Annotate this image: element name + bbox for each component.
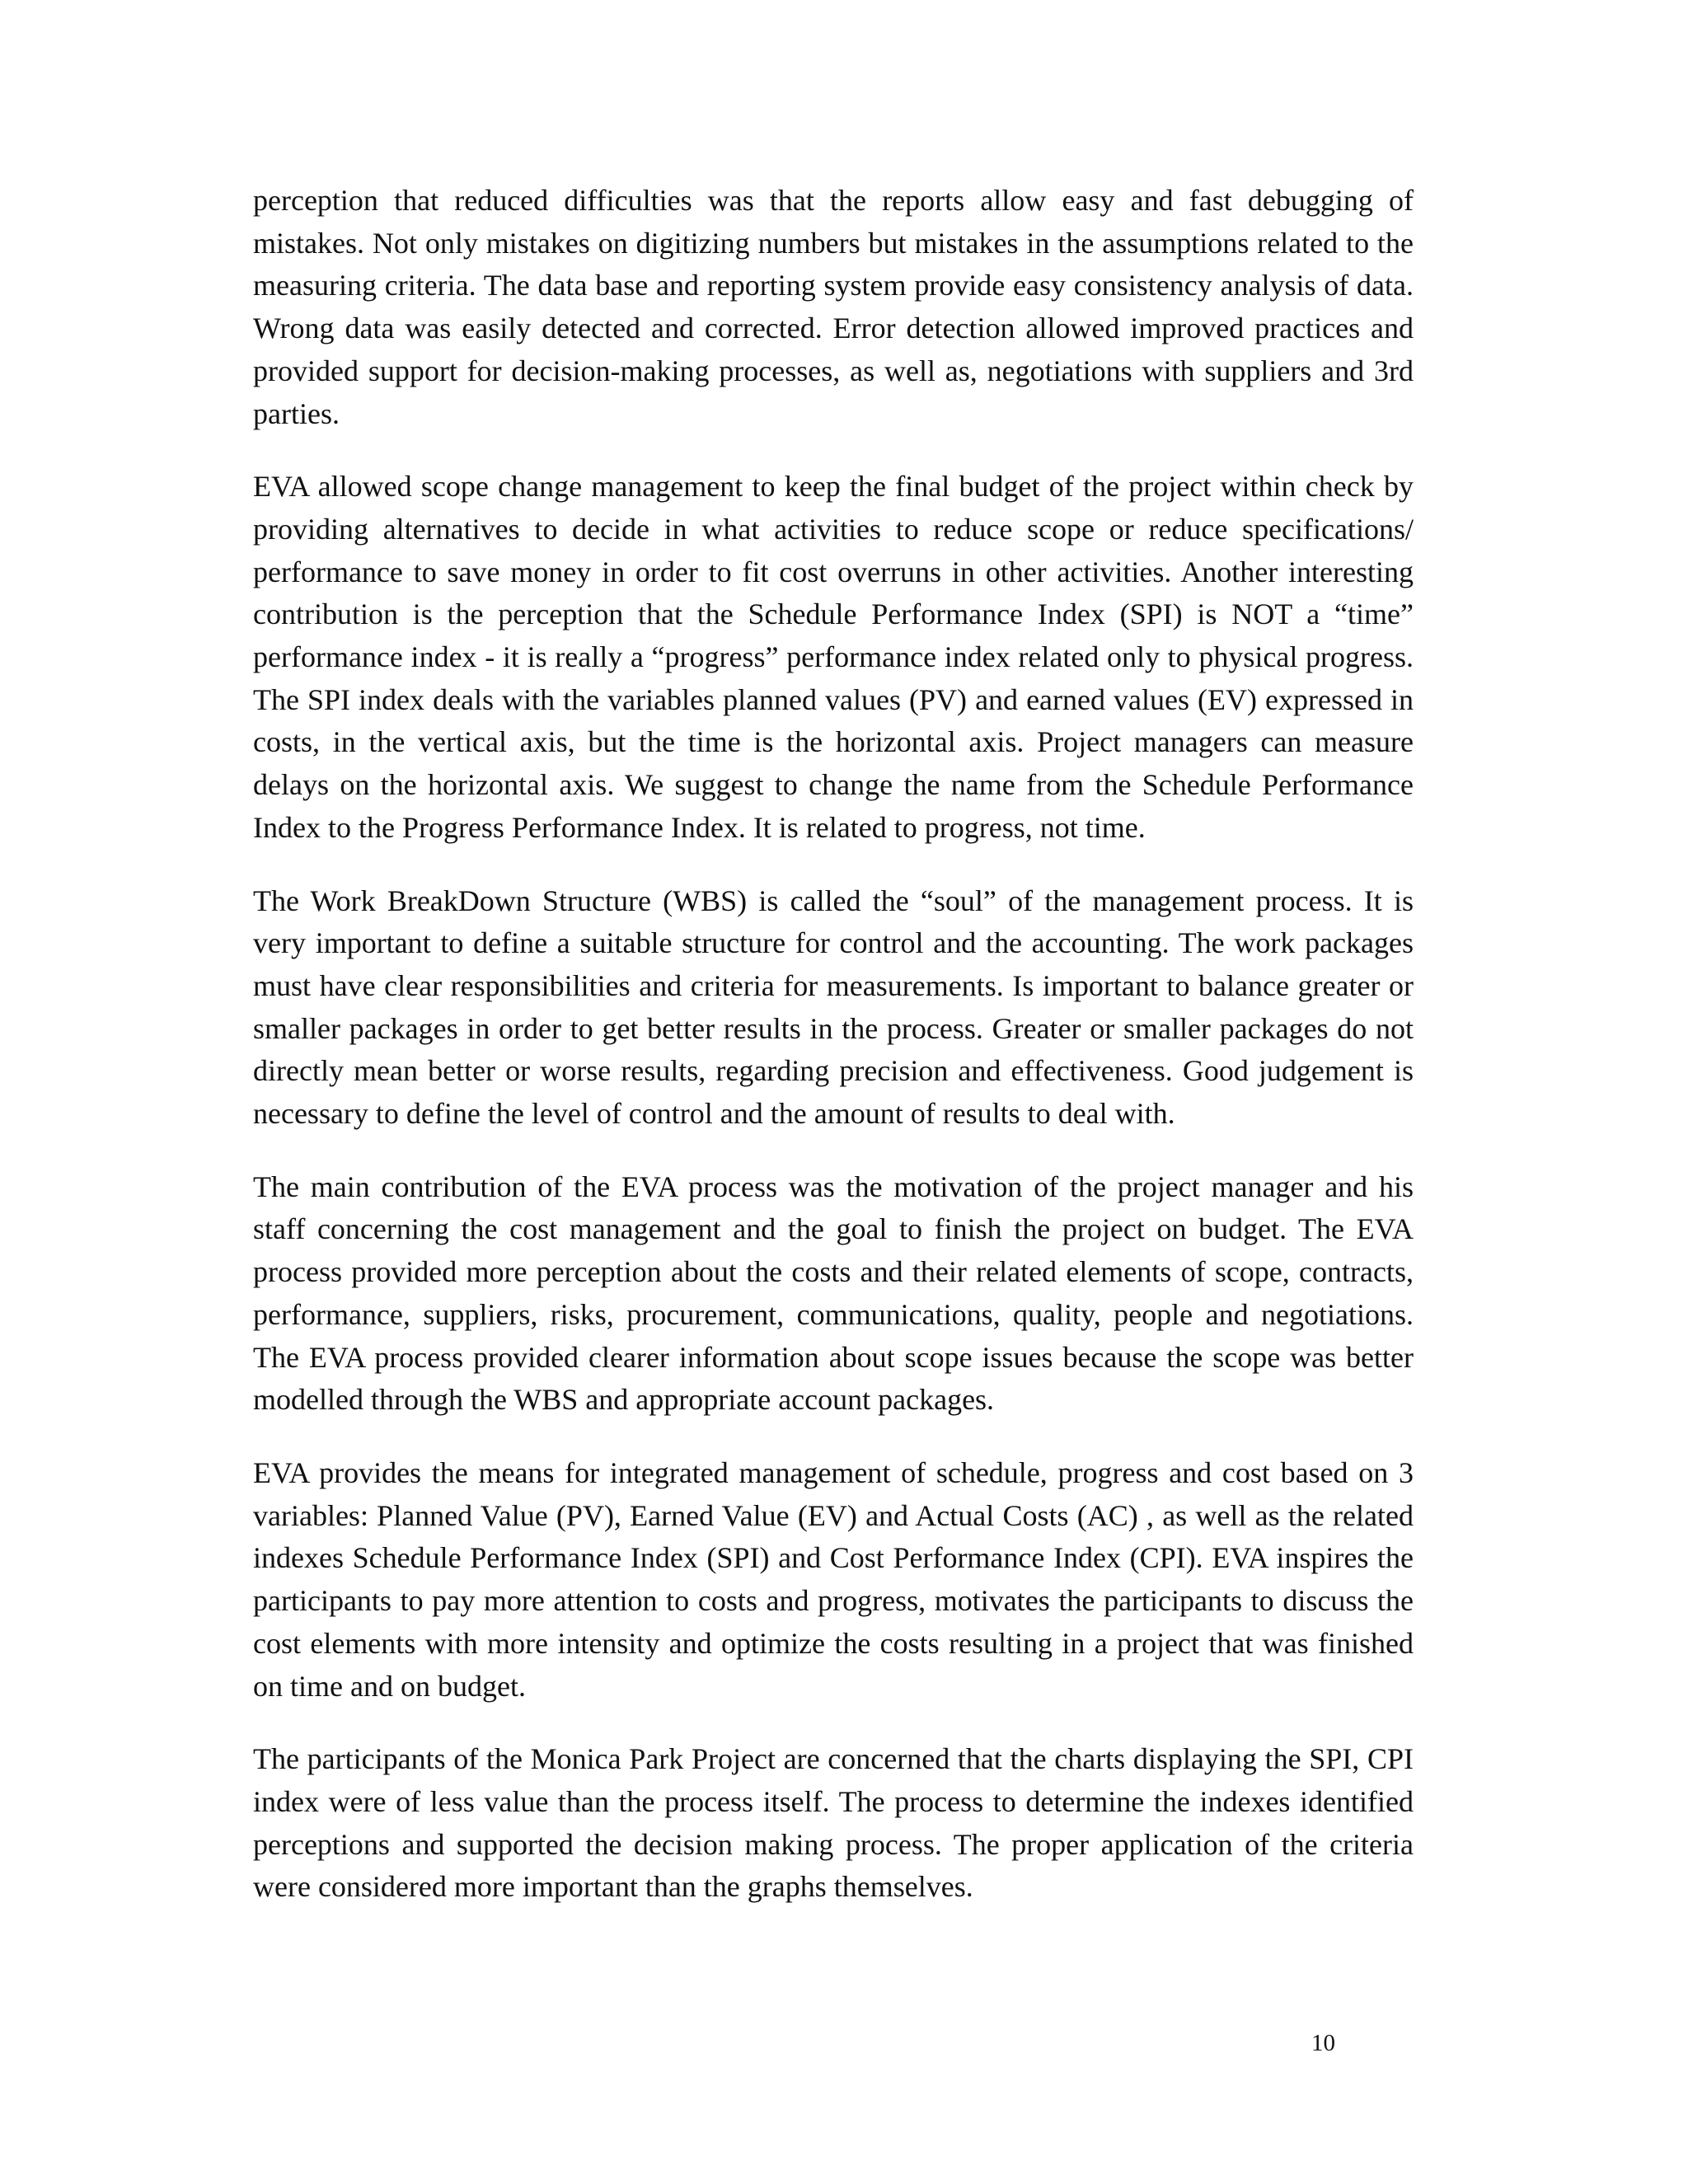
paragraph-main-contribution: The main contribution of the EVA process was the motivation of the project manager and his staff concerning the cost management and the goal to finish the project on budget. The EVA process provided more perception about the costs and their related elements of scope, contracts, performance, suppliers, risks, procurement, communications, quality, people and negotiations. The EVA process provided clearer information about scope issues because the scope was better modelled through the WBS and appropriate account packages. [253,1169,1414,1417]
paragraph-integrated-management: EVA provides the means for integrated management of schedule, progress and cost based on 3 variables: Planned Value (PV), Earned Value (EV) and Actual Costs (AC) , as well as the related indexes Schedule Performance Index (SPI) and Cost Performance Index (CPI). EVA inspires the participants to pay more attention to costs and progress, motivates the participants to discuss the cost elements with more intensity and optimize the costs resulting in a project that was finished on time and on budget. [253,1455,1414,1703]
page-body [253,180,1414,1939]
paragraph-work-breakdown-structure: The Work BreakDown Structure (WBS) is called the “soul” of the management process. It is very important to define a suitable structure for control and the accounting. The work packages must have clear responsibilities and criteria for measurements. Is important to balance greater or smaller packages in order to get better results in the process. Greater or smaller packages do not directly mean better or worse results, regarding precision and effectiveness. Good judgement is necessary to define the level of control and the amount of results to deal with. [253,883,1414,1131]
paragraph-debugging-of-mistakes: perception that reduced difficulties was that the reports allow easy and fast debugging of mistakes. Not only mistakes on digitizing numbers but mistakes in the assumptions related to the measuring criteria. The data base and reporting system provide easy consistency analysis of data. Wrong data was easily detected and corrected. Error detection allowed improved practices and provided support for decision-making processes, as well as, negotiations with suppliers and 3rd parties. [253,184,1414,430]
page-number: 10 [1311,2030,1335,2056]
paragraph-scope-change-management: EVA allowed scope change management to keep the final budget of the project within check by providing alternatives to decide in what activities to reduce scope or reduce specifications/ performance to save money in order to fit cost overruns in other activities. Another interesting contribution is the perception that the Schedule Performance Index (SPI) is NOT a “time” performance index - it is really a “progress” performance index related only to physical progress. The SPI index deals with the variables planned values (PV) and earned values (EV) expressed in costs, in the vertical axis, but the time is the horizontal axis. Project managers can measure delays on the horizontal axis. We suggest to change the name from the Schedule Performance Index to the Progress Performance Index. It is related to progress, not time. [253,470,1414,844]
paragraph-monica-park-participants: The participants of the Monica Park Project are concerned that the charts displaying the SPI, CPI index were of less value than the process itself. The process to determine the indexes identified perceptions and supported the decision making process. The proper application of the criteria were considered more important than the graphs themselves. [253,1742,1414,1904]
